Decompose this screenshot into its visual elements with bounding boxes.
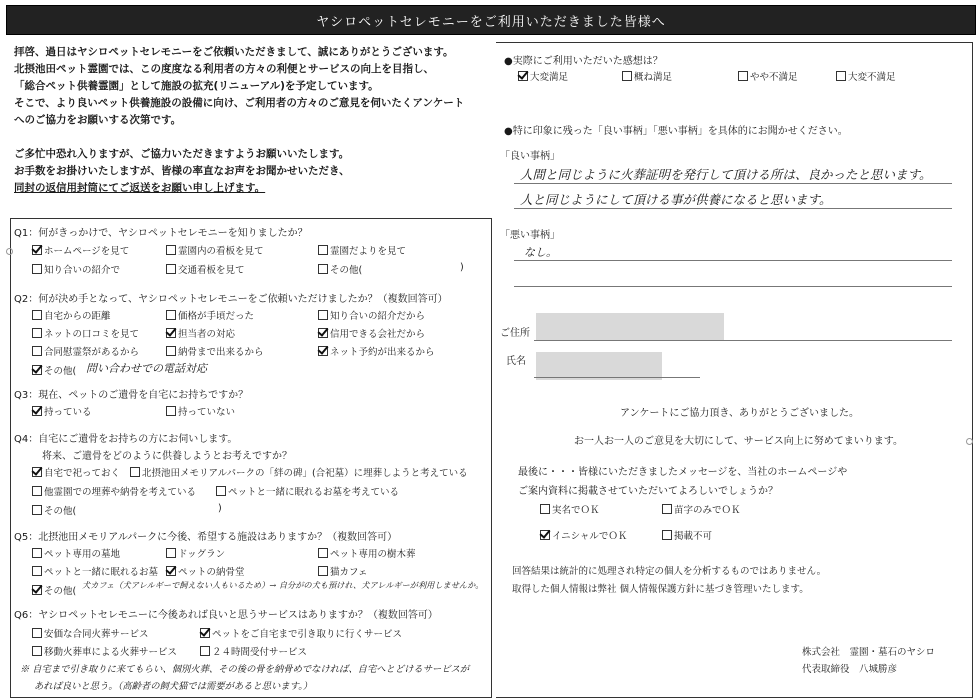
q1-opt-referral[interactable]: 知り合いの紹介で [32,262,120,276]
feel-opt-dissatisfied[interactable]: やや不満足 [738,69,798,83]
address-label: ご住所 [500,328,530,339]
checkbox[interactable] [318,264,328,274]
checkbox[interactable] [32,328,42,338]
checkbox[interactable] [32,310,42,320]
checkbox[interactable] [318,245,328,255]
checkbox[interactable] [318,566,328,576]
q2-opt-reviews[interactable]: ネットの口コミを見て [32,326,139,340]
privacy-note-1: 回答結果は統計的に処理され特定の個人を分析するものではありません。 [512,566,827,577]
publish-opt-initials[interactable]: イニシャルでＯＫ [540,528,627,542]
checkbox-checked[interactable] [32,406,42,416]
checkbox-checked[interactable] [32,365,42,375]
q4-opt-other[interactable]: その他( [32,503,76,517]
q2-handwritten-answer: 問い合わせでの電話対応 [86,362,207,375]
publish-question-line-1: 最後に・・・皆様にいただきましたメッセージを、当社のホームページや [518,467,848,478]
name-redaction [536,352,662,380]
checkbox[interactable] [130,467,140,477]
checkbox[interactable] [32,486,42,496]
publish-question-line-2: ご案内資料に掲載させていただいてよろしいでしょうか？ [518,486,778,497]
address-redaction [536,313,724,341]
feel-opt-very-dissatisfied[interactable]: 大変不満足 [836,69,896,83]
q2-opt-staff[interactable]: 担当者の対応 [166,326,235,340]
checkbox-checked[interactable] [540,530,550,540]
thanks-line-1: アンケートにご協力頂き、ありがとうございました。 [620,408,859,419]
checkbox[interactable] [836,71,846,81]
checkbox-checked[interactable] [166,328,176,338]
q2-opt-referral[interactable]: 知り合いの紹介だから [318,308,425,322]
company-name: 株式会社 霊園・墓石のヤシロ [802,647,935,658]
publish-opt-surname[interactable]: 苗字のみでＯＫ [662,502,741,516]
q1-opt-newsletter[interactable]: 霊園だよりを見て [318,243,406,257]
intro-line-2: 北摂池田ペット霊園では、この度度なる利用者の方々の利便とサービスの向上を目指し、 [14,63,434,75]
checkbox-checked[interactable] [200,628,210,638]
checkbox[interactable] [622,71,632,81]
checkbox-checked[interactable] [318,346,328,356]
intro-line-4: そこで、より良いペット供養施設の設備に向け、ご利用者の方々のご意見を伺いたくアンケート [14,97,465,109]
checkbox[interactable] [166,406,176,416]
good-label: 「良い事柄」 [500,151,560,162]
q5-opt-cat-cafe[interactable]: 猫カフェ [318,564,368,578]
q4-opt-home[interactable]: 自宅で祀っておく [32,465,120,479]
intro-line-1: 拝啓、過日はヤシロペットセレモニーをご依頼いただきまして、誠にありがとうございます。 [14,46,454,58]
checkbox[interactable] [32,264,42,274]
checkbox[interactable] [166,245,176,255]
q6-opt-mobile-cremation[interactable]: 移動火葬車による火葬サービス [32,644,177,658]
q4-opt-pet-grave[interactable]: ペットと一緒に眠れるお墓を考えている [216,484,399,498]
q6-opt-24h[interactable]: ２４時間受付サービス [200,644,307,658]
checkbox[interactable] [32,346,42,356]
intro-line-6: ご多忙中恐れ入りますが、ご協力いただきますようお願いいたします。 [14,148,350,160]
q4-text: Q4：自宅にご遺骨をお持ちの方にお伺いします。 [14,434,238,445]
checkbox[interactable] [318,548,328,558]
q6-text: Q6：ヤシロペットセレモニーに今後あれば良いと思うサービスはありますか？（複数回答可） [14,610,438,621]
checkbox[interactable] [166,264,176,274]
address-rule [534,340,952,341]
q6-handwritten-line-1: ※ 自宅まで引き取りに来てもらい、個別火葬、その後の骨を納骨めでなければ、自宅へとどけるサービスが [20,664,470,675]
checkbox[interactable] [32,548,42,558]
feel-question: ●実際にご利用いただいた感想は？ [504,56,663,67]
q1-other-close: ) [460,262,464,273]
q2-text: Q2：何が決め手となって、ヤシロペットセレモニーをご依頼いただけましたか？（複数回答可） [14,294,448,305]
q5-opt-columbarium[interactable]: ペットの納骨堂 [166,564,245,578]
intro-line-8: 同封の返信用封筒にてご返送をお願い申し上げます。 [14,182,266,194]
q3-text: Q3：現在、ペットのご遺骨を自宅にお持ちですか？ [14,390,249,401]
representative: 代表取締役 八城勝彦 [802,664,898,675]
q4-opt-kizuna[interactable]: 北摂池田メモリアルパークの「絆の碑」(合祀墓）に埋葬しようと考えている [130,465,468,479]
feel-opt-very-satisfied[interactable]: 大変満足 [518,69,568,83]
q3-opt-not-have[interactable]: 持っていない [166,404,235,418]
checkbox[interactable] [32,505,42,515]
bad-rule-1 [514,260,952,261]
header-title: ヤシロペットセレモニーをご利用いただきました皆様へ [316,14,666,30]
checkbox[interactable] [166,310,176,320]
checkbox-checked[interactable] [32,245,42,255]
good-handwritten-line-2: 人と同じようにして頂ける事が供養になると思います。 [520,192,832,207]
q4-other-close: ) [218,503,222,514]
checkbox[interactable] [166,548,176,558]
checkbox[interactable] [32,646,42,656]
impression-question: ●特に印象に残った「良い事柄」「悪い事柄」を具体的にお聞かせください。 [504,126,848,137]
checkbox[interactable] [662,530,672,540]
publish-opt-no[interactable]: 掲載不可 [662,528,712,542]
feel-opt-satisfied[interactable]: 概ね満足 [622,69,672,83]
q5-opt-tree-burial[interactable]: ペット専用の樹木葬 [318,546,416,560]
q1-opt-other[interactable]: その他( [318,262,362,276]
checkbox[interactable] [32,566,42,576]
q6-opt-cheap-cremation[interactable]: 安価な合同火葬サービス [32,626,149,640]
q2-opt-price[interactable]: 価格が手頃だった [166,308,254,322]
bad-handwritten: なし。 [524,246,557,259]
q5-handwritten-answer: 犬カフェ（犬アレルギーで飼えない人もいるため）→ 自分がの犬も預けれ、犬アレルギーが利用しませんか。 [82,580,484,590]
good-rule-2 [514,208,952,209]
checkbox-checked[interactable] [518,71,528,81]
publish-opt-real-name[interactable]: 実名でＯＫ [540,502,600,516]
q1-text: Q1：何がきっかけで、ヤシロペットセレモニーを知りましたか？ [14,228,308,239]
q1-opt-signboard[interactable]: 霊園内の看板を見て [166,243,264,257]
name-label: 氏名 [506,356,526,367]
q1-opt-homepage[interactable]: ホームページを見て [32,243,129,257]
checkbox[interactable] [318,310,328,320]
checkbox[interactable] [166,346,176,356]
survey-header [6,5,976,35]
checkbox-checked[interactable] [32,467,42,477]
privacy-note-2: 取得した個人情報は弊社 個人情報保護方針に基づき管理いたします。 [512,584,809,595]
checkbox-checked[interactable] [166,566,176,576]
thanks-line-2: お一人お一人のご意見を大切にして、サービス向上に努めてまいります。 [574,436,903,447]
q1-opt-traffic-sign[interactable]: 交通看板を見て [166,262,245,276]
q6-handwritten-line-2: あれば良いと思う。（高齢者の飼犬猫では需要があると思います。） [34,681,313,692]
q2-opt-distance[interactable]: 自宅からの距離 [32,308,111,322]
q5-opt-shared-grave[interactable]: ペットと一緒に眠れるお墓 [32,564,158,578]
bad-label: 「悪い事柄」 [500,230,560,241]
checkbox-checked[interactable] [32,585,42,595]
punch-hole-right [966,438,973,445]
checkbox[interactable] [662,504,672,514]
intro-line-5: へのご協力をお願いする次第です。 [14,114,182,126]
intro-line-3: 「総合ペット供養霊園」として施設の拡充(リニューアル)を予定しています。 [14,80,379,92]
good-rule-1 [514,183,952,184]
bad-rule-2 [514,286,952,287]
punch-hole-left [6,248,13,255]
q2-opt-online-booking[interactable]: ネット予約が出来るから [318,344,435,358]
checkbox-checked[interactable] [318,328,328,338]
q4-opt-other-cemetery[interactable]: 他霊園での埋葬や納骨を考えている [32,484,196,498]
checkbox[interactable] [540,504,550,514]
good-handwritten-line-1: 人間と同じように火葬証明を発行して頂ける所は、良かったと思います。 [520,167,932,182]
q6-opt-pickup[interactable]: ペットをご自宅まで引き取りに行くサービス [200,626,402,640]
checkbox[interactable] [200,646,210,656]
q3-opt-have[interactable]: 持っている [32,404,92,418]
q2-opt-other[interactable]: その他( [32,363,76,377]
q2-opt-memorial[interactable]: 合同慰霊祭があるから [32,344,139,358]
name-rule [534,377,700,378]
q5-text: Q5：北摂池田メモリアルパークに今後、希望する施設はありますか？（複数回答可） [14,532,398,543]
checkbox[interactable] [32,628,42,638]
intro-line-7: お手数をお掛けいたしますが、皆様の率直なお声をお聞かせいただき、 [14,165,350,177]
checkbox[interactable] [738,71,748,81]
q5-opt-dogrun[interactable]: ドッグラン [166,546,225,560]
q5-opt-other[interactable]: その他( [32,583,76,597]
q2-opt-trust[interactable]: 信用できる会社だから [318,326,425,340]
q2-opt-interment[interactable]: 納骨まで出来るから [166,344,264,358]
checkbox[interactable] [216,486,226,496]
q4-subtext: 将来、ご遺骨をどのように供養しようとお考えですか？ [42,451,292,462]
q5-opt-pet-cemetery[interactable]: ペット専用の墓地 [32,546,120,560]
